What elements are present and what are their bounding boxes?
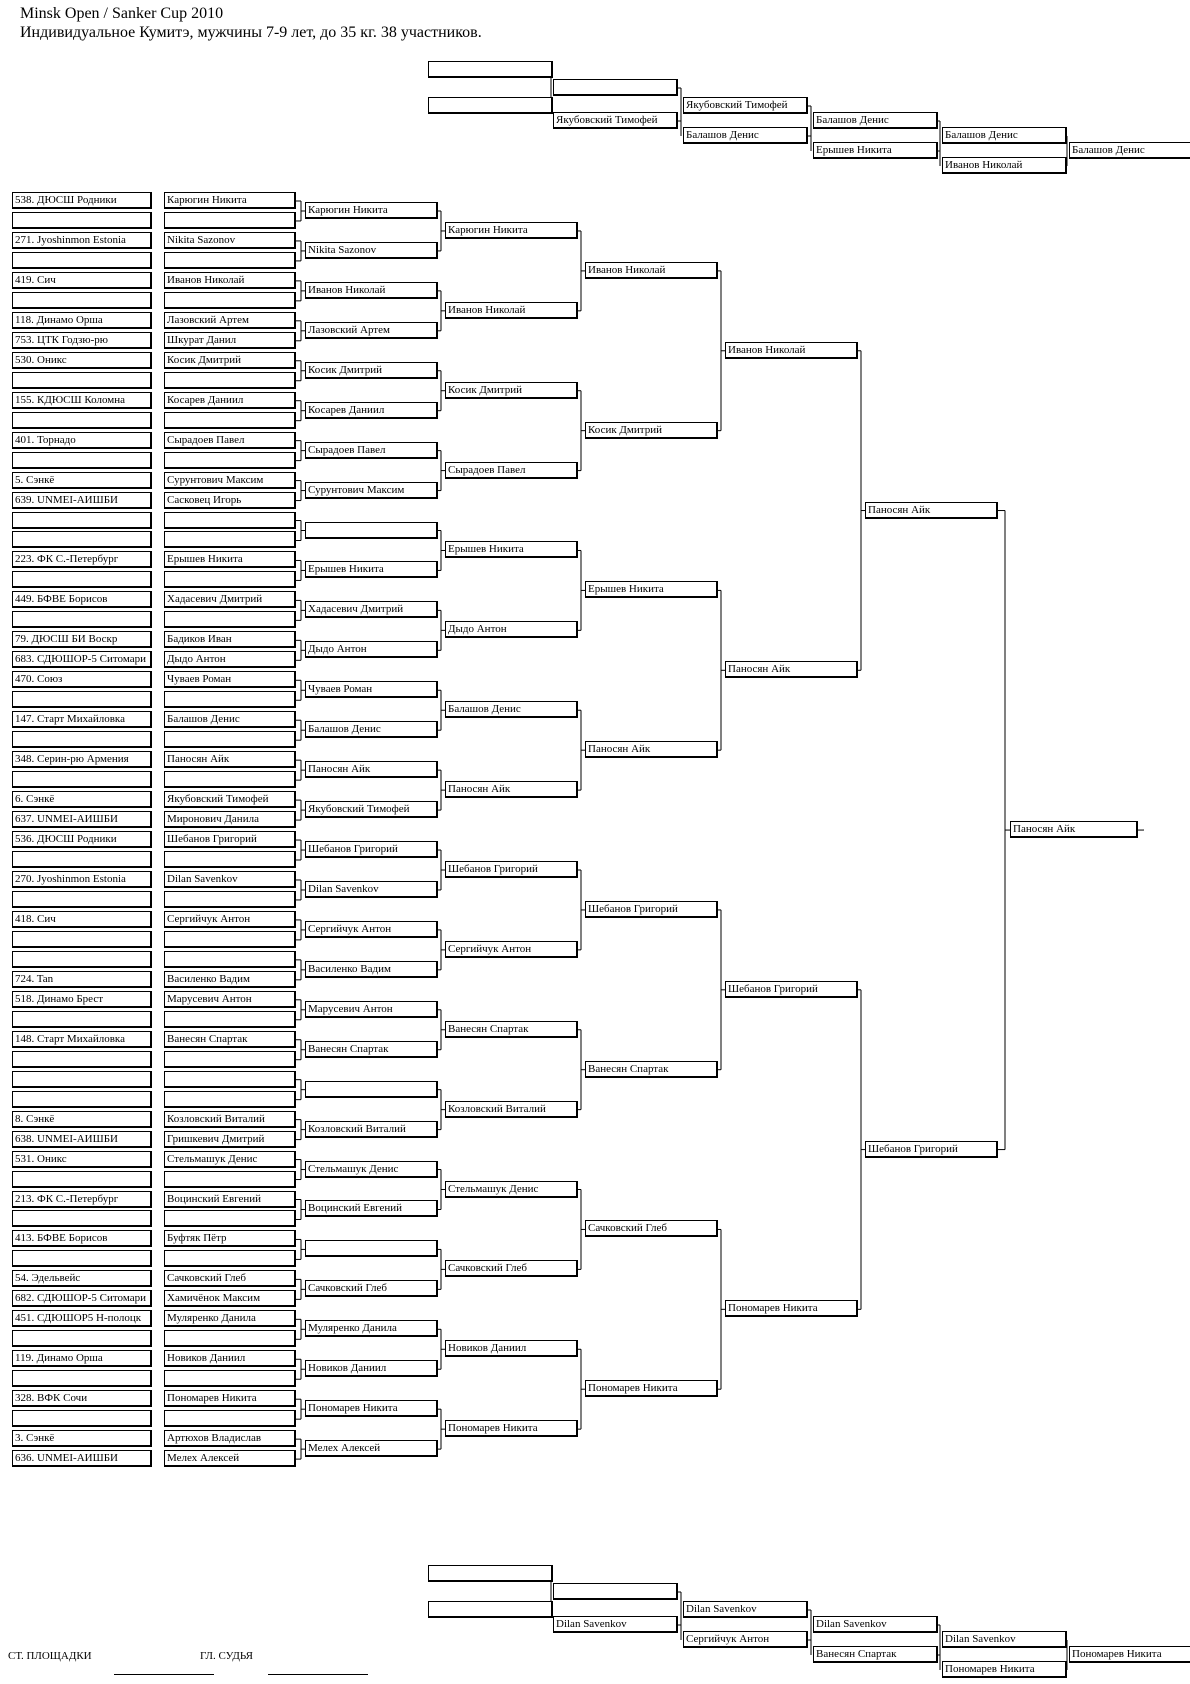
club-slot: 683. СДЮШОР-5 Ситомари <box>12 651 152 668</box>
chief-judge-label: ГЛ. СУДЬЯ <box>200 1650 253 1662</box>
round3-slot: Стельмашук Денис <box>445 1181 578 1198</box>
entrant-slot <box>164 1330 296 1347</box>
round2-slot: Сырадоев Павел <box>305 442 438 459</box>
club-slot <box>12 1410 152 1427</box>
entrant-slot <box>164 691 296 708</box>
club-slot: 413. БФВЕ Борисов <box>12 1230 152 1247</box>
round2-slot: Карюгин Никита <box>305 202 438 219</box>
entrant-slot: Шкурат Данил <box>164 332 296 349</box>
round3-slot: Балашов Денис <box>445 701 578 718</box>
round2-slot: Муляренко Данила <box>305 1320 438 1337</box>
entrant-slot <box>164 292 296 309</box>
club-slot <box>12 372 152 389</box>
round2-slot: Воцинский Евгений <box>305 1200 438 1217</box>
entrant-slot: Сачковский Глеб <box>164 1270 296 1287</box>
entrant-slot <box>164 1011 296 1028</box>
club-slot <box>12 691 152 708</box>
round2-slot: Козловский Виталий <box>305 1121 438 1138</box>
club-slot: 271. Jyoshinmon Estonia <box>12 232 152 249</box>
entrant-slot: Хамичёнок Максим <box>164 1290 296 1307</box>
club-slot: 418. Сич <box>12 911 152 928</box>
round3-slot: Косик Дмитрий <box>445 382 578 399</box>
club-slot <box>12 1051 152 1068</box>
club-slot: 401. Торнадо <box>12 432 152 449</box>
club-slot: 213. ФК С.-Петербург <box>12 1191 152 1208</box>
chief-area-signature-line <box>114 1674 214 1675</box>
repechage-bottom-r3-slot: Сергийчук Антон <box>683 1631 808 1648</box>
club-slot <box>12 252 152 269</box>
document-title: Minsk Open / Sanker Cup 2010 <box>20 5 224 22</box>
club-slot <box>12 571 152 588</box>
round3-slot: Ерышев Никита <box>445 541 578 558</box>
club-slot: 118. Динамо Орша <box>12 312 152 329</box>
club-slot: 637. UNMEI-АИШБИ <box>12 811 152 828</box>
club-slot <box>12 1091 152 1108</box>
club-slot <box>12 212 152 229</box>
entrant-slot: Муляренко Данила <box>164 1310 296 1327</box>
winner-slot: Паносян Айк <box>1010 821 1138 838</box>
entrant-slot: Артюхов Владислав <box>164 1430 296 1447</box>
round2-slot: Сачковский Глеб <box>305 1280 438 1297</box>
entrant-slot: Буфтяк Пётр <box>164 1230 296 1247</box>
entrant-slot <box>164 1171 296 1188</box>
club-slot <box>12 731 152 748</box>
entrant-slot: Косик Дмитрий <box>164 352 296 369</box>
round3-slot: Новиков Даниил <box>445 1340 578 1357</box>
round2-slot: Лазовский Артем <box>305 322 438 339</box>
club-slot: 223. ФК С.-Петербург <box>12 551 152 568</box>
club-slot: 638. UNMEI-АИШБИ <box>12 1131 152 1148</box>
club-slot <box>12 531 152 548</box>
round6-slot: Паносян Айк <box>865 502 998 519</box>
club-slot: 155. КДЮСШ Коломна <box>12 392 152 409</box>
club-slot: 636. UNMEI-АИШБИ <box>12 1450 152 1467</box>
entrant-slot: Сергийчук Антон <box>164 911 296 928</box>
round2-slot: Dilan Savenkov <box>305 881 438 898</box>
repechage-bottom-r5-slot: Dilan Savenkov <box>942 1631 1067 1648</box>
entrant-slot: Dilan Savenkov <box>164 871 296 888</box>
round6-slot: Шебанов Григорий <box>865 1141 998 1158</box>
entrant-slot <box>164 731 296 748</box>
club-slot: 348. Серин-рю Армения <box>12 751 152 768</box>
round2-slot: Косик Дмитрий <box>305 362 438 379</box>
entrant-slot <box>164 372 296 389</box>
entrant-slot <box>164 951 296 968</box>
round3-slot: Карюгин Никита <box>445 222 578 239</box>
round3-slot: Пономарев Никита <box>445 1420 578 1437</box>
round2-slot: Хадасевич Дмитрий <box>305 601 438 618</box>
round4-slot: Шебанов Григорий <box>585 901 718 918</box>
entrant-slot: Дыдо Антон <box>164 651 296 668</box>
round3-slot: Сергийчук Антон <box>445 941 578 958</box>
entrant-slot: Иванов Николай <box>164 272 296 289</box>
round2-slot: Ванесян Спартак <box>305 1041 438 1058</box>
round2-slot: Шебанов Григорий <box>305 841 438 858</box>
repechage-top-r1-slot <box>428 61 553 78</box>
round2-slot: Иванов Николай <box>305 282 438 299</box>
round4-slot: Паносян Айк <box>585 741 718 758</box>
chief-area-label: СТ. ПЛОЩАДКИ <box>8 1650 92 1662</box>
round5-slot: Паносян Айк <box>725 661 858 678</box>
entrant-slot <box>164 512 296 529</box>
repechage-top-r5-slot: Балашов Денис <box>942 127 1067 144</box>
round2-slot <box>305 522 438 539</box>
repechage-bottom-r4-slot: Dilan Savenkov <box>813 1616 938 1633</box>
round5-slot: Шебанов Григорий <box>725 981 858 998</box>
round3-slot: Ванесян Спартак <box>445 1021 578 1038</box>
club-slot: 531. Оникс <box>12 1151 152 1168</box>
round2-slot: Марусевич Антон <box>305 1001 438 1018</box>
round2-slot: Ерышев Никита <box>305 561 438 578</box>
round3-slot: Сырадоев Павел <box>445 462 578 479</box>
entrant-slot: Nikita Sazonov <box>164 232 296 249</box>
club-slot: 419. Сич <box>12 272 152 289</box>
round3-slot: Шебанов Григорий <box>445 861 578 878</box>
entrant-slot: Бадиков Иван <box>164 631 296 648</box>
round2-slot: Косарев Даниил <box>305 402 438 419</box>
club-slot <box>12 1250 152 1267</box>
club-slot: 470. Союз <box>12 671 152 688</box>
club-slot: 449. БФВЕ Борисов <box>12 591 152 608</box>
club-slot: 682. СДЮШОР-5 Ситомари <box>12 1290 152 1307</box>
entrant-slot: Сурунтович Максим <box>164 472 296 489</box>
club-slot <box>12 951 152 968</box>
repechage-top-r3-slot: Балашов Денис <box>683 127 808 144</box>
entrant-slot: Гришкевич Дмитрий <box>164 1131 296 1148</box>
repechage-bottom-final-slot: Пономарев Никита <box>1069 1646 1190 1663</box>
club-slot <box>12 1171 152 1188</box>
club-slot <box>12 512 152 529</box>
entrant-slot: Якубовский Тимофей <box>164 791 296 808</box>
round2-slot: Дыдо Антон <box>305 641 438 658</box>
entrant-slot: Сырадоев Павел <box>164 432 296 449</box>
repechage-top-r2-slot <box>553 79 678 96</box>
entrant-slot <box>164 1071 296 1088</box>
entrant-slot: Стельмашук Денис <box>164 1151 296 1168</box>
club-slot: 530. Оникс <box>12 352 152 369</box>
club-slot: 328. ВФК Сочи <box>12 1390 152 1407</box>
entrant-slot <box>164 1210 296 1227</box>
entrant-slot: Марусевич Антон <box>164 991 296 1008</box>
round2-slot: Nikita Sazonov <box>305 242 438 259</box>
club-slot <box>12 1071 152 1088</box>
round2-slot: Якубовский Тимофей <box>305 801 438 818</box>
entrant-slot: Сасковец Игорь <box>164 492 296 509</box>
round2-slot: Василенко Вадим <box>305 961 438 978</box>
entrant-slot: Василенко Вадим <box>164 971 296 988</box>
club-slot: 538. ДЮСШ Родники <box>12 192 152 209</box>
club-slot <box>12 1210 152 1227</box>
round2-slot <box>305 1240 438 1257</box>
club-slot: 6. Сэнкё <box>12 791 152 808</box>
entrant-slot <box>164 571 296 588</box>
entrant-slot <box>164 851 296 868</box>
repechage-top-r1-slot <box>428 97 553 114</box>
repechage-top-r2-slot: Якубовский Тимофей <box>553 112 678 129</box>
entrant-slot <box>164 252 296 269</box>
entrant-slot <box>164 891 296 908</box>
club-slot <box>12 412 152 429</box>
round2-slot: Чуваев Роман <box>305 681 438 698</box>
club-slot: 536. ДЮСШ Родники <box>12 831 152 848</box>
club-slot: 3. Сэнкё <box>12 1430 152 1447</box>
round3-slot: Козловский Виталий <box>445 1101 578 1118</box>
round3-slot: Дыдо Антон <box>445 621 578 638</box>
repechage-bottom-r2-slot: Dilan Savenkov <box>553 1616 678 1633</box>
repechage-top-r4-slot: Ерышев Никита <box>813 142 938 159</box>
club-slot <box>12 1370 152 1387</box>
entrant-slot <box>164 771 296 788</box>
entrant-slot <box>164 412 296 429</box>
chief-judge-signature-line <box>268 1674 368 1675</box>
club-slot: 753. ЦТК Годзю-рю <box>12 332 152 349</box>
round2-slot: Сурунтович Максим <box>305 482 438 499</box>
entrant-slot: Ерышев Никита <box>164 551 296 568</box>
round3-slot: Паносян Айк <box>445 781 578 798</box>
round4-slot: Ерышев Никита <box>585 581 718 598</box>
entrant-slot: Карюгин Никита <box>164 192 296 209</box>
club-slot: 639. UNMEI-АИШБИ <box>12 492 152 509</box>
round2-slot: Балашов Денис <box>305 721 438 738</box>
entrant-slot <box>164 212 296 229</box>
club-slot <box>12 931 152 948</box>
round2-slot: Сергийчук Антон <box>305 921 438 938</box>
club-slot: 5. Сэнкё <box>12 472 152 489</box>
entrant-slot: Паносян Айк <box>164 751 296 768</box>
repechage-bottom-r2-slot <box>553 1583 678 1600</box>
entrant-slot <box>164 931 296 948</box>
entrant-slot: Ванесян Спартак <box>164 1031 296 1048</box>
entrant-slot: Лазовский Артем <box>164 312 296 329</box>
repechage-top-r4-slot: Балашов Денис <box>813 112 938 129</box>
entrant-slot: Козловский Виталий <box>164 1111 296 1128</box>
entrant-slot <box>164 611 296 628</box>
round4-slot: Сачковский Глеб <box>585 1220 718 1237</box>
entrant-slot: Чуваев Роман <box>164 671 296 688</box>
club-slot: 148. Старт Михайловка <box>12 1031 152 1048</box>
round4-slot: Косик Дмитрий <box>585 422 718 439</box>
club-slot: 518. Динамо Брест <box>12 991 152 1008</box>
entrant-slot <box>164 1051 296 1068</box>
entrant-slot: Миронович Данила <box>164 811 296 828</box>
club-slot <box>12 851 152 868</box>
club-slot <box>12 1011 152 1028</box>
repechage-top-r5-slot: Иванов Николай <box>942 157 1067 174</box>
entrant-slot <box>164 452 296 469</box>
club-slot <box>12 292 152 309</box>
club-slot: 451. СДЮШОР5 Н-полоцк <box>12 1310 152 1327</box>
entrant-slot <box>164 531 296 548</box>
entrant-slot <box>164 1370 296 1387</box>
club-slot: 270. Jyoshinmon Estonia <box>12 871 152 888</box>
entrant-slot: Хадасевич Дмитрий <box>164 591 296 608</box>
repechage-bottom-r4-slot: Ванесян Спартак <box>813 1646 938 1663</box>
entrant-slot: Шебанов Григорий <box>164 831 296 848</box>
club-slot <box>12 611 152 628</box>
entrant-slot <box>164 1250 296 1267</box>
club-slot <box>12 891 152 908</box>
club-slot: 54. Эдельвейс <box>12 1270 152 1287</box>
round4-slot: Пономарев Никита <box>585 1380 718 1397</box>
entrant-slot <box>164 1410 296 1427</box>
club-slot: 8. Сэнкё <box>12 1111 152 1128</box>
round2-slot: Паносян Айк <box>305 761 438 778</box>
round5-slot: Иванов Николай <box>725 342 858 359</box>
entrant-slot: Воцинский Евгений <box>164 1191 296 1208</box>
round2-slot <box>305 1081 438 1098</box>
round5-slot: Пономарев Никита <box>725 1300 858 1317</box>
repechage-bottom-r1-slot <box>428 1565 553 1582</box>
round3-slot: Сачковский Глеб <box>445 1260 578 1277</box>
entrant-slot: Косарев Даниил <box>164 392 296 409</box>
club-slot: 147. Старт Михайловка <box>12 711 152 728</box>
entrant-slot: Пономарев Никита <box>164 1390 296 1407</box>
club-slot: 119. Динамо Орша <box>12 1350 152 1367</box>
club-slot: 79. ДЮСШ БИ Воскр <box>12 631 152 648</box>
entrant-slot: Балашов Денис <box>164 711 296 728</box>
round4-slot: Ванесян Спартак <box>585 1061 718 1078</box>
round4-slot: Иванов Николай <box>585 262 718 279</box>
repechage-bottom-r5-slot: Пономарев Никита <box>942 1661 1067 1678</box>
entrant-slot: Мелех Алексей <box>164 1450 296 1467</box>
round3-slot: Иванов Николай <box>445 302 578 319</box>
round2-slot: Новиков Даниил <box>305 1360 438 1377</box>
repechage-bottom-r1-slot <box>428 1601 553 1618</box>
repechage-bottom-r3-slot: Dilan Savenkov <box>683 1601 808 1618</box>
entrant-slot <box>164 1091 296 1108</box>
round2-slot: Пономарев Никита <box>305 1400 438 1417</box>
club-slot <box>12 1330 152 1347</box>
entrant-slot: Новиков Даниил <box>164 1350 296 1367</box>
round2-slot: Мелех Алексей <box>305 1440 438 1457</box>
club-slot <box>12 452 152 469</box>
club-slot: 724. Tan <box>12 971 152 988</box>
round2-slot: Стельмашук Денис <box>305 1161 438 1178</box>
club-slot <box>12 771 152 788</box>
document-subtitle: Индивидуальное Кумитэ, мужчины 7-9 лет, до 35 кг. 38 участников. <box>20 24 482 41</box>
repechage-top-final-slot: Балашов Денис <box>1069 142 1190 159</box>
repechage-top-r3-slot: Якубовский Тимофей <box>683 97 808 114</box>
